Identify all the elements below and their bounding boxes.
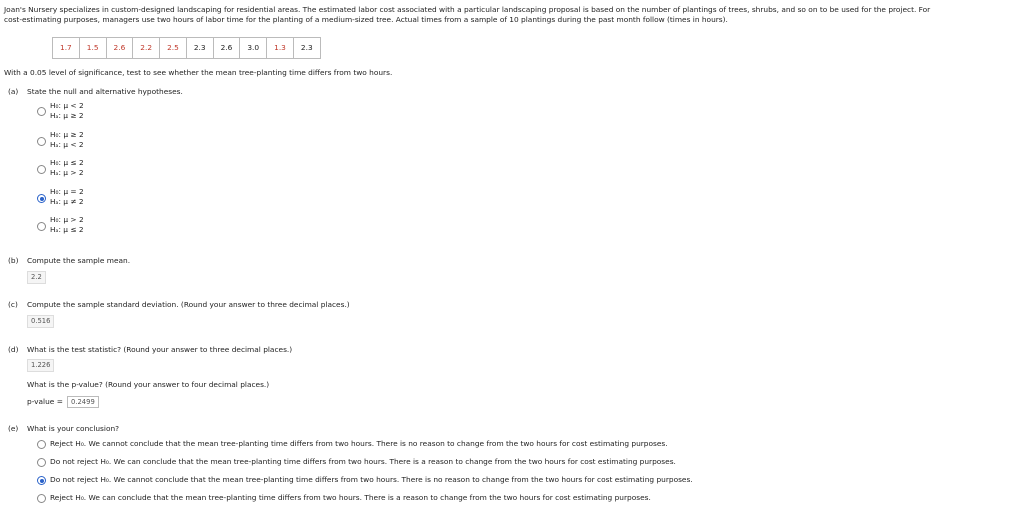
- conclusion-option-4[interactable]: Reject H₀. We can conclude that the mean tree-planting time differs from two hours. There is a reason to change from the two hours for cost estimating purposes.: [50, 493, 651, 502]
- hypothesis-option-5-radio[interactable]: [37, 222, 46, 231]
- conclusion-option-4-radio[interactable]: [37, 494, 46, 503]
- data-cell: 2.5: [160, 38, 187, 58]
- data-cell: 1.3: [267, 38, 294, 58]
- h0-text: H₀: μ ≥ 2: [50, 130, 84, 139]
- part-d-question: What is the test statistic? (Round your answer to three decimal places.): [27, 345, 293, 354]
- data-cell: 3.0: [240, 38, 267, 58]
- conclusion-option-3-radio[interactable]: [37, 476, 46, 485]
- hypothesis-option-5[interactable]: [50, 215, 84, 235]
- part-c-question: Compute the sample standard deviation. (Round your answer to three decimal places.): [27, 300, 350, 309]
- part-b-label: (b): [8, 256, 19, 265]
- part-a-question: State the null and alternative hypotheses.: [27, 87, 183, 96]
- data-cell: 1.7: [53, 38, 80, 58]
- ha-text: Hₐ: μ ≤ 2: [50, 225, 84, 234]
- part-e-label: (e): [8, 424, 19, 433]
- pvalue-label: p-value =: [27, 397, 63, 406]
- h0-text: H₀: μ ≤ 2: [50, 158, 84, 167]
- part-c-label: (c): [8, 300, 18, 309]
- conclusion-option-3[interactable]: Do not reject H₀. We cannot conclude that the mean tree-planting time differs from two hours. There is no reason to change from the two hours for cost estimating purposes.: [50, 475, 693, 484]
- conclusion-option-1-radio[interactable]: [37, 440, 46, 449]
- h0-text: H₀: μ = 2: [50, 187, 84, 196]
- ha-text: Hₐ: μ < 2: [50, 140, 84, 149]
- hypothesis-option-2-radio[interactable]: [37, 137, 46, 146]
- data-cell: 1.5: [80, 38, 107, 58]
- test-statistic-answer: 1.226: [27, 359, 54, 372]
- ha-text: Hₐ: μ ≠ 2: [50, 197, 84, 206]
- data-cell: 2.2: [133, 38, 160, 58]
- part-d-label: (d): [8, 345, 19, 354]
- hypothesis-option-2[interactable]: [50, 130, 84, 150]
- problem-intro: [4, 5, 1016, 25]
- conclusion-option-2[interactable]: Do not reject H₀. We can conclude that the mean tree-planting time differs from two hours. There is a reason to change from the two hours for cost estimating purposes.: [50, 457, 676, 466]
- conclusion-option-2-radio[interactable]: [37, 458, 46, 467]
- intro-line-2: cost-estimating purposes, managers use two hours of labor time for the planting of a medium-sized tree. Actual times from a sample of 10 plantings during the past month follow (times in hours).: [4, 15, 728, 24]
- ha-text: Hₐ: μ ≥ 2: [50, 111, 84, 120]
- hypothesis-option-3[interactable]: [50, 158, 84, 178]
- h0-text: H₀: μ < 2: [50, 101, 84, 110]
- hypothesis-option-3-radio[interactable]: [37, 165, 46, 174]
- significance-text: With a 0.05 level of significance, test to see whether the mean tree-planting time differs from two hours.: [4, 68, 393, 77]
- conclusion-option-1[interactable]: Reject H₀. We cannot conclude that the mean tree-planting time differs from two hours. There is no reason to change from the two hours for cost estimating purposes.: [50, 439, 668, 448]
- h0-text: H₀: μ > 2: [50, 215, 84, 224]
- hypothesis-option-1[interactable]: [50, 101, 84, 121]
- data-table: [52, 37, 321, 59]
- part-e-question: What is your conclusion?: [27, 424, 120, 433]
- hypothesis-option-1-radio[interactable]: [37, 107, 46, 116]
- ha-text: Hₐ: μ > 2: [50, 168, 84, 177]
- data-cell: 2.6: [214, 38, 241, 58]
- data-cell: 2.3: [187, 38, 214, 58]
- hypothesis-option-4-radio[interactable]: [37, 194, 46, 203]
- std-dev-answer: 0.516: [27, 315, 54, 328]
- hypothesis-option-4[interactable]: [50, 187, 84, 207]
- data-cell: 2.3: [294, 38, 321, 58]
- sample-mean-answer: 2.2: [27, 271, 46, 284]
- data-cell: 2.6: [107, 38, 134, 58]
- intro-line-1: Joan's Nursery specializes in custom-designed landscaping for residential areas. The estimated labor cost associated with a particular landscaping proposal is based on the number of plantings of trees, shrubs, and so on to be used for the project. For: [4, 5, 931, 14]
- pvalue-question: What is the p-value? (Round your answer to four decimal places.): [27, 380, 270, 389]
- pvalue-answer: 0.2499: [67, 396, 99, 408]
- part-a-label: (a): [8, 87, 19, 96]
- part-b-question: Compute the sample mean.: [27, 256, 131, 265]
